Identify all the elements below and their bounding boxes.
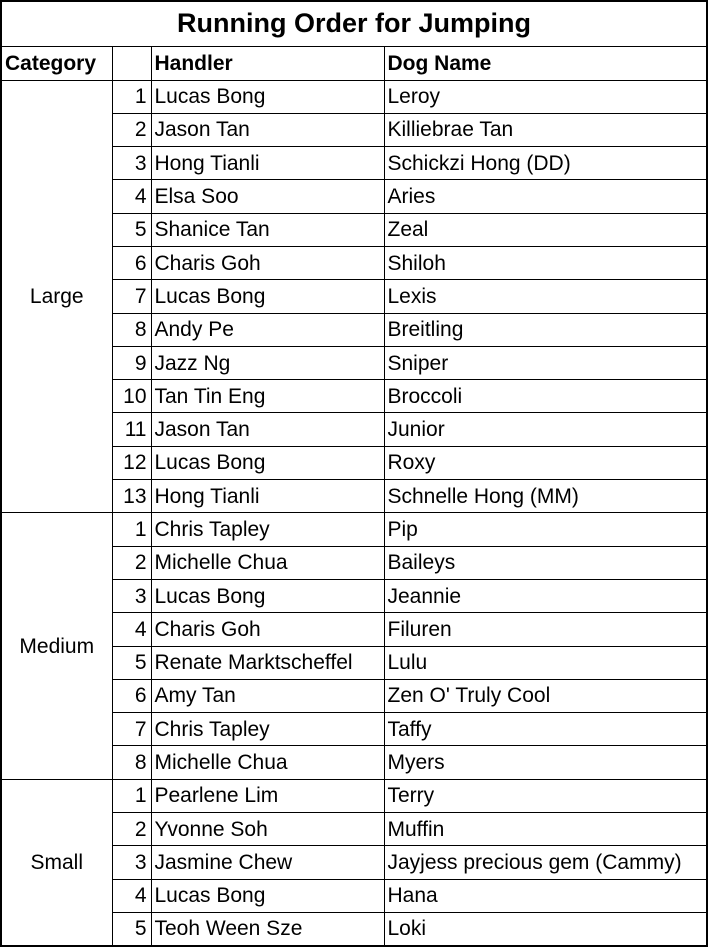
handler-header: Handler xyxy=(151,46,384,80)
running-number-cell: 8 xyxy=(112,313,151,346)
running-number-cell: 3 xyxy=(112,147,151,180)
running-number-cell: 5 xyxy=(112,912,151,945)
number-header xyxy=(112,46,151,80)
dog-name-cell: Sniper xyxy=(384,346,707,379)
running-number-cell: 7 xyxy=(112,713,151,746)
handler-cell: Charis Goh xyxy=(151,613,384,646)
running-number-cell: 3 xyxy=(112,846,151,879)
dog-name-cell: Zen O' Truly Cool xyxy=(384,679,707,712)
dog-name-cell: Muffin xyxy=(384,813,707,846)
handler-cell: Jason Tan xyxy=(151,413,384,446)
handler-cell: Chris Tapley xyxy=(151,713,384,746)
running-number-cell: 9 xyxy=(112,346,151,379)
category-header: Category xyxy=(1,46,112,80)
header-row xyxy=(1,46,707,80)
handler-cell: Amy Tan xyxy=(151,679,384,712)
table-row xyxy=(1,80,707,113)
category-cell: Medium xyxy=(1,513,112,779)
dog-name-cell: Schnelle Hong (MM) xyxy=(384,480,707,513)
running-number-cell: 4 xyxy=(112,879,151,912)
running-number-cell: 5 xyxy=(112,213,151,246)
table-body xyxy=(1,80,707,946)
dog-name-cell: Baileys xyxy=(384,546,707,579)
running-number-cell: 6 xyxy=(112,246,151,279)
handler-cell: Charis Goh xyxy=(151,246,384,279)
running-number-cell: 3 xyxy=(112,579,151,612)
handler-cell: Jasmine Chew xyxy=(151,846,384,879)
dog-name-cell: Killiebrae Tan xyxy=(384,113,707,146)
dog-name-cell: Pip xyxy=(384,513,707,546)
dog-name-cell: Terry xyxy=(384,779,707,812)
handler-cell: Lucas Bong xyxy=(151,879,384,912)
dog-name-cell: Taffy xyxy=(384,713,707,746)
running-number-cell: 5 xyxy=(112,646,151,679)
handler-cell: Renate Marktscheffel xyxy=(151,646,384,679)
dog-name-cell: Loki xyxy=(384,912,707,945)
running-number-cell: 10 xyxy=(112,380,151,413)
handler-cell: Pearlene Lim xyxy=(151,779,384,812)
dog-name-cell: Myers xyxy=(384,746,707,779)
running-number-cell: 1 xyxy=(112,80,151,113)
handler-cell: Lucas Bong xyxy=(151,446,384,479)
running-number-cell: 12 xyxy=(112,446,151,479)
running-number-cell: 2 xyxy=(112,546,151,579)
dog-name-cell: Leroy xyxy=(384,80,707,113)
dog-name-cell: Junior xyxy=(384,413,707,446)
table-row xyxy=(1,779,707,812)
handler-cell: Teoh Ween Sze xyxy=(151,912,384,945)
handler-cell: Jazz Ng xyxy=(151,346,384,379)
handler-cell: Lucas Bong xyxy=(151,280,384,313)
dog-name-cell: Jayjess precious gem (Cammy) xyxy=(384,846,707,879)
dog-name-cell: Hana xyxy=(384,879,707,912)
running-number-cell: 2 xyxy=(112,813,151,846)
handler-cell: Shanice Tan xyxy=(151,213,384,246)
handler-cell: Yvonne Soh xyxy=(151,813,384,846)
handler-cell: Lucas Bong xyxy=(151,579,384,612)
dog-name-cell: Lulu xyxy=(384,646,707,679)
dog-name-cell: Lexis xyxy=(384,280,707,313)
dog-name-cell: Zeal xyxy=(384,213,707,246)
handler-cell: Jason Tan xyxy=(151,113,384,146)
running-number-cell: 4 xyxy=(112,180,151,213)
dog-name-cell: Jeannie xyxy=(384,579,707,612)
dog-name-cell: Breitling xyxy=(384,313,707,346)
dog-name-header: Dog Name xyxy=(384,46,707,80)
running-number-cell: 8 xyxy=(112,746,151,779)
running-number-cell: 4 xyxy=(112,613,151,646)
running-number-cell: 7 xyxy=(112,280,151,313)
running-number-cell: 1 xyxy=(112,513,151,546)
handler-cell: Hong Tianli xyxy=(151,147,384,180)
category-cell: Small xyxy=(1,779,112,945)
handler-cell: Tan Tin Eng xyxy=(151,380,384,413)
dog-name-cell: Filuren xyxy=(384,613,707,646)
running-number-cell: 13 xyxy=(112,480,151,513)
running-number-cell: 2 xyxy=(112,113,151,146)
handler-cell: Lucas Bong xyxy=(151,80,384,113)
handler-cell: Andy Pe xyxy=(151,313,384,346)
page-title: Running Order for Jumping xyxy=(1,1,707,46)
category-cell: Large xyxy=(1,80,112,513)
dog-name-cell: Roxy xyxy=(384,446,707,479)
table-row xyxy=(1,513,707,546)
title-row xyxy=(1,1,707,46)
dog-name-cell: Aries xyxy=(384,180,707,213)
running-number-cell: 11 xyxy=(112,413,151,446)
handler-cell: Chris Tapley xyxy=(151,513,384,546)
handler-cell: Michelle Chua xyxy=(151,746,384,779)
dog-name-cell: Shiloh xyxy=(384,246,707,279)
handler-cell: Michelle Chua xyxy=(151,546,384,579)
running-number-cell: 6 xyxy=(112,679,151,712)
handler-cell: Elsa Soo xyxy=(151,180,384,213)
dog-name-cell: Schickzi Hong (DD) xyxy=(384,147,707,180)
handler-cell: Hong Tianli xyxy=(151,480,384,513)
running-number-cell: 1 xyxy=(112,779,151,812)
dog-name-cell: Broccoli xyxy=(384,380,707,413)
